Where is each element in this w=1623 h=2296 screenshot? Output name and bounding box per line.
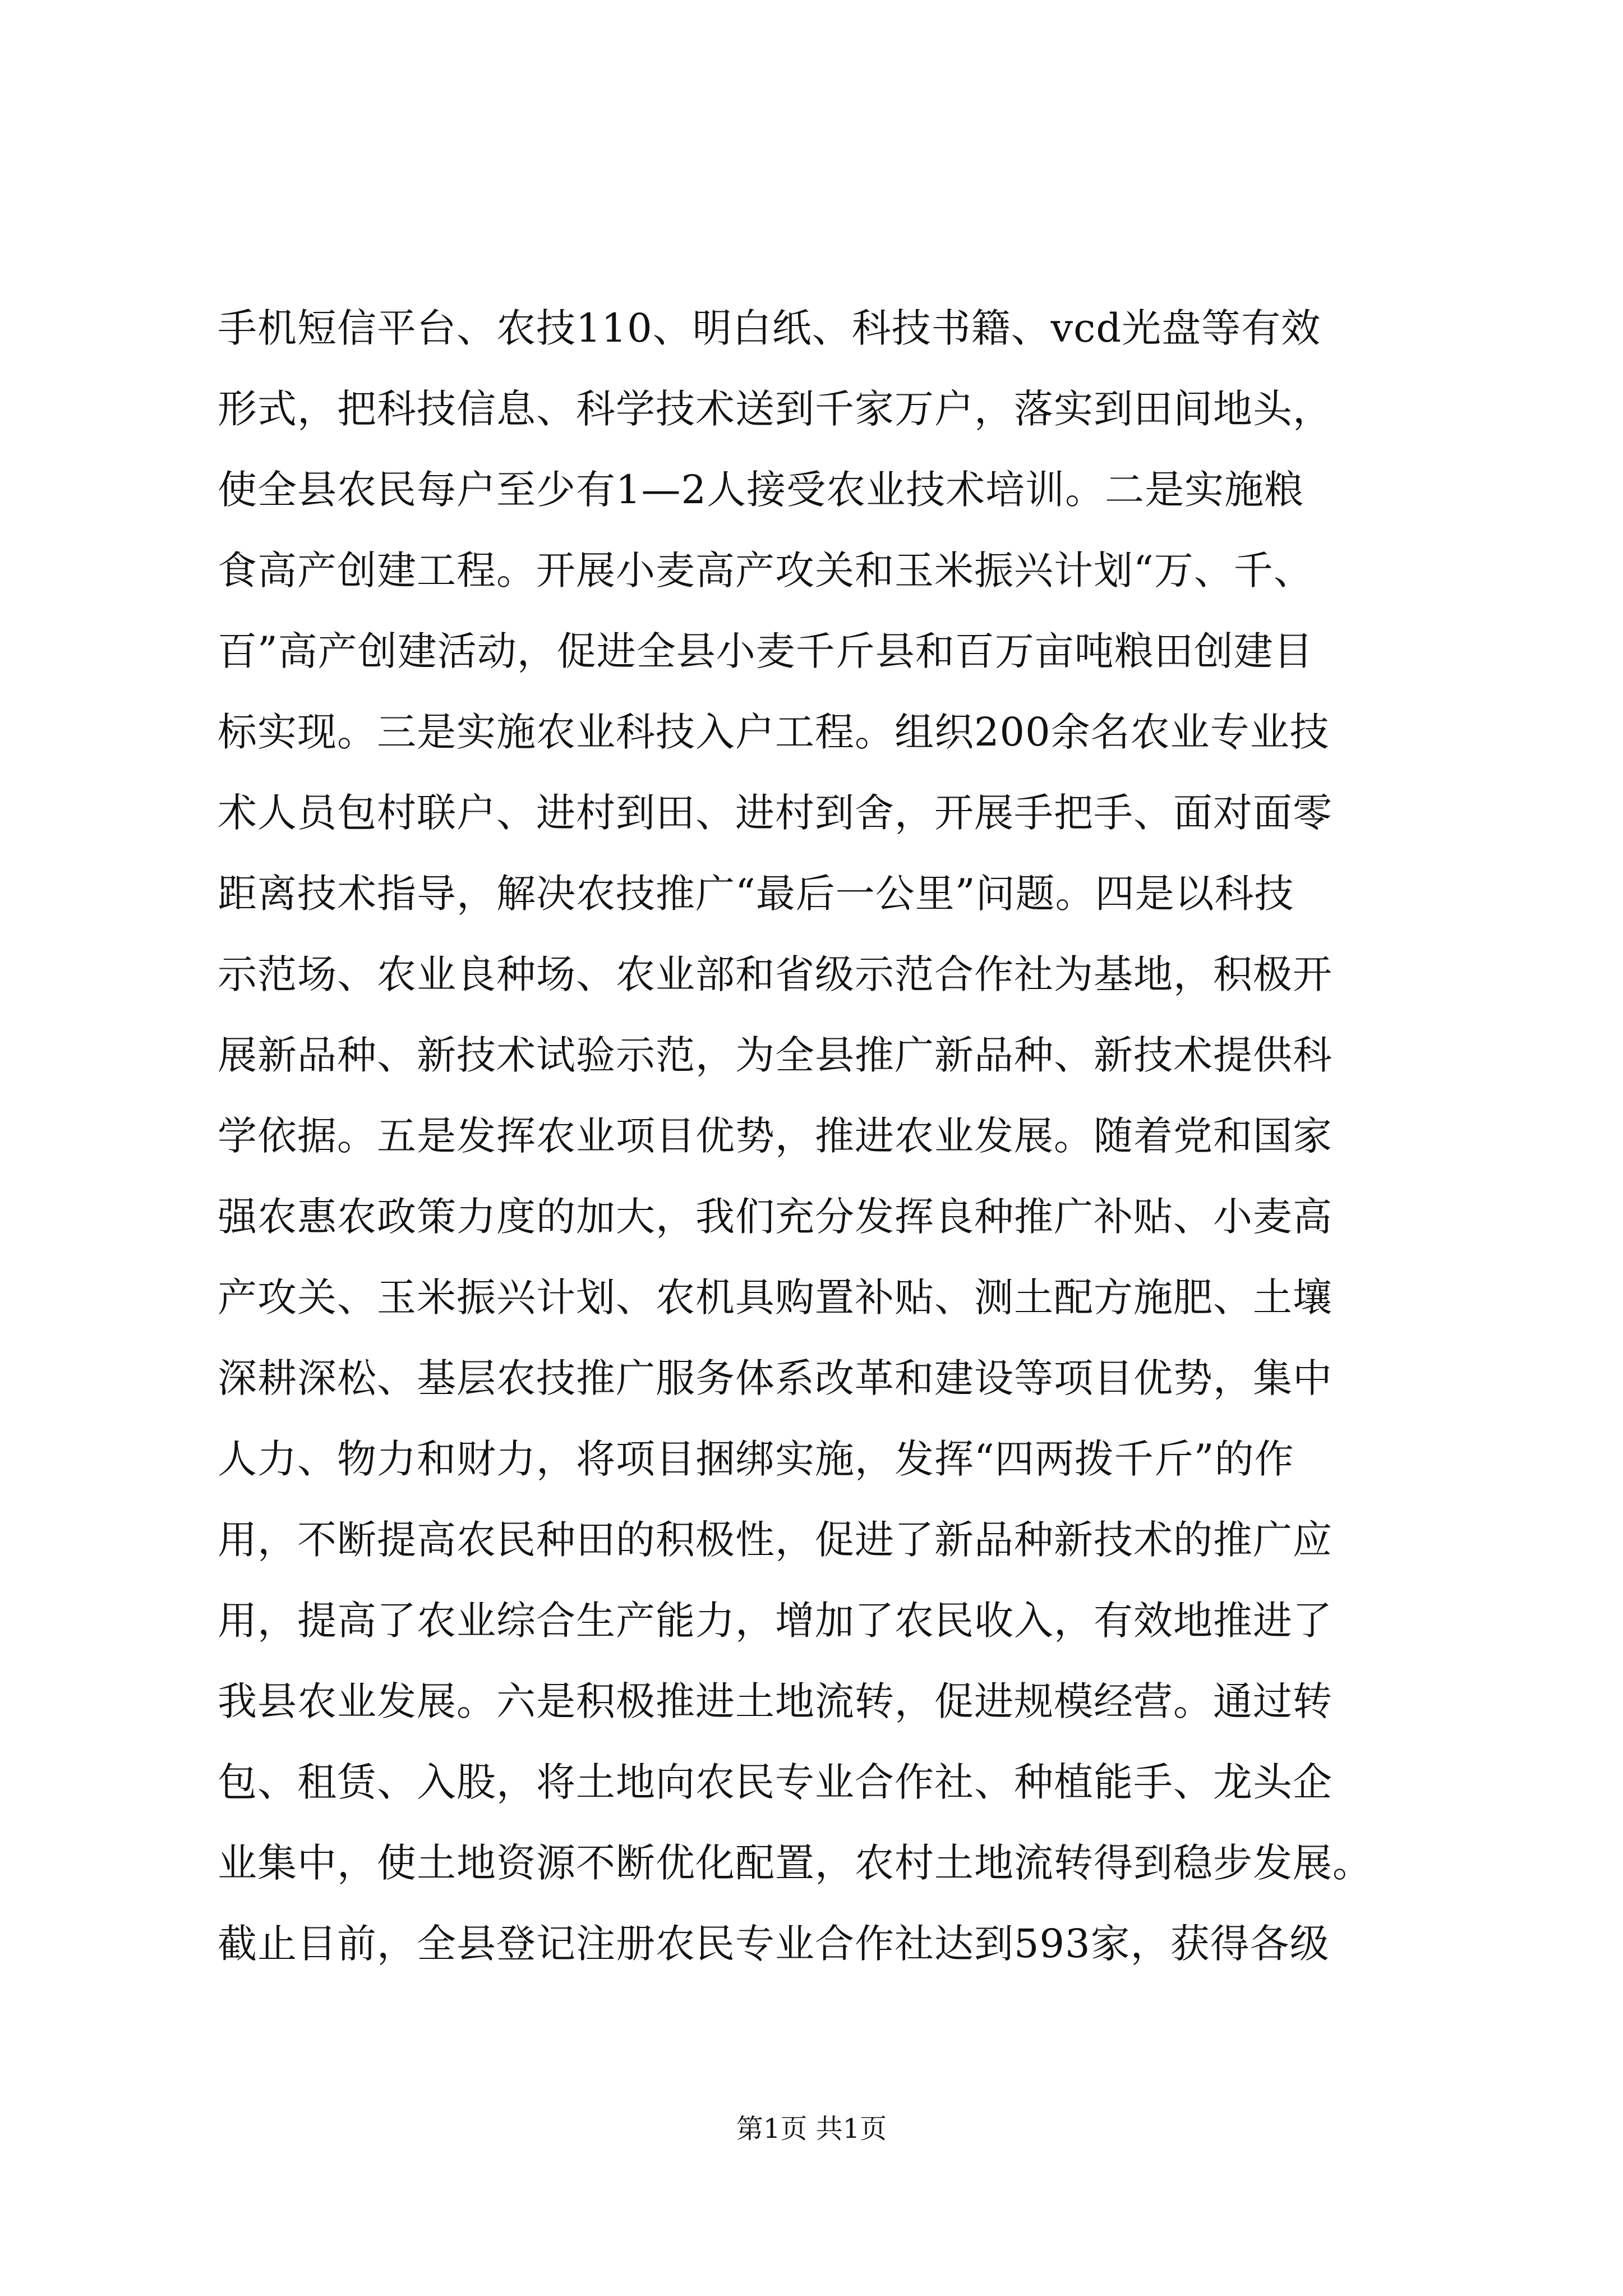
page-footer: 第1页 共1页 [736,2113,887,2145]
text-line: 强农惠农政策力度的加大，我们充分发挥良种推广补贴、小麦高 [218,1194,1332,1240]
text-line: 用，提高了农业综合生产能力，增加了农民收入，有效地推进了 [218,1598,1332,1644]
text-line: 展新品种、新技术试验示范，为全县推广新品种、新技术提供科 [218,1032,1332,1078]
text-line: 用，不断提高农民种田的积极性，促进了新品种新技术的推广应 [218,1517,1332,1563]
text-line: 包、租赁、入股，将土地向农民专业合作社、种植能手、龙头企 [218,1759,1332,1805]
text-line: 学依据。五是发挥农业项目优势，推进农业发展。随着党和国家 [218,1113,1332,1159]
text-line: 形式，把科技信息、科学技术送到千家万户，落实到田间地头， [218,386,1332,432]
text-line: 深耕深松、基层农技推广服务体系改革和建设等项目优势，集中 [218,1355,1332,1401]
text-line: 百”高产创建活动，促进全县小麦千斤县和百万亩吨粮田创建目 [218,628,1313,674]
text-line: 手机短信平台、农技110、明白纸、科技书籍、vcd光盘等有效 [218,305,1321,351]
text-line: 业集中，使土地资源不断优化配置，农村土地流转得到稳步发展。 [218,1840,1372,1886]
text-line: 我县农业发展。六是积极推进土地流转，促进规模经营。通过转 [218,1678,1332,1724]
text-line: 示范场、农业良种场、农业部和省级示范合作社为基地，积极开 [218,951,1332,997]
text-line: 产攻关、玉米振兴计划、农机具购置补贴、测土配方施肥、土壤 [218,1274,1332,1320]
text-line: 使全县农民每户至少有1—2人接受农业技术培训。二是实施粮 [218,467,1304,513]
text-line: 截止目前，全县登记注册农民专业合作社达到593家，获得各级 [218,1921,1330,1967]
text-line: 术人员包村联户、进村到田、进村到舍，开展手把手、面对面零 [218,790,1332,836]
text-line: 食高产创建工程。开展小麦高产攻关和玉米振兴计划“万、千、 [218,547,1313,593]
text-line: 距离技术指导，解决农技推广“最后一公里”问题。四是以科技 [218,871,1294,917]
text-line: 标实现。三是实施农业科技入户工程。组织200余名农业专业技 [218,709,1330,755]
text-line: 人力、物力和财力，将项目捆绑实施，发挥“四两拨千斤”的作 [218,1436,1294,1482]
